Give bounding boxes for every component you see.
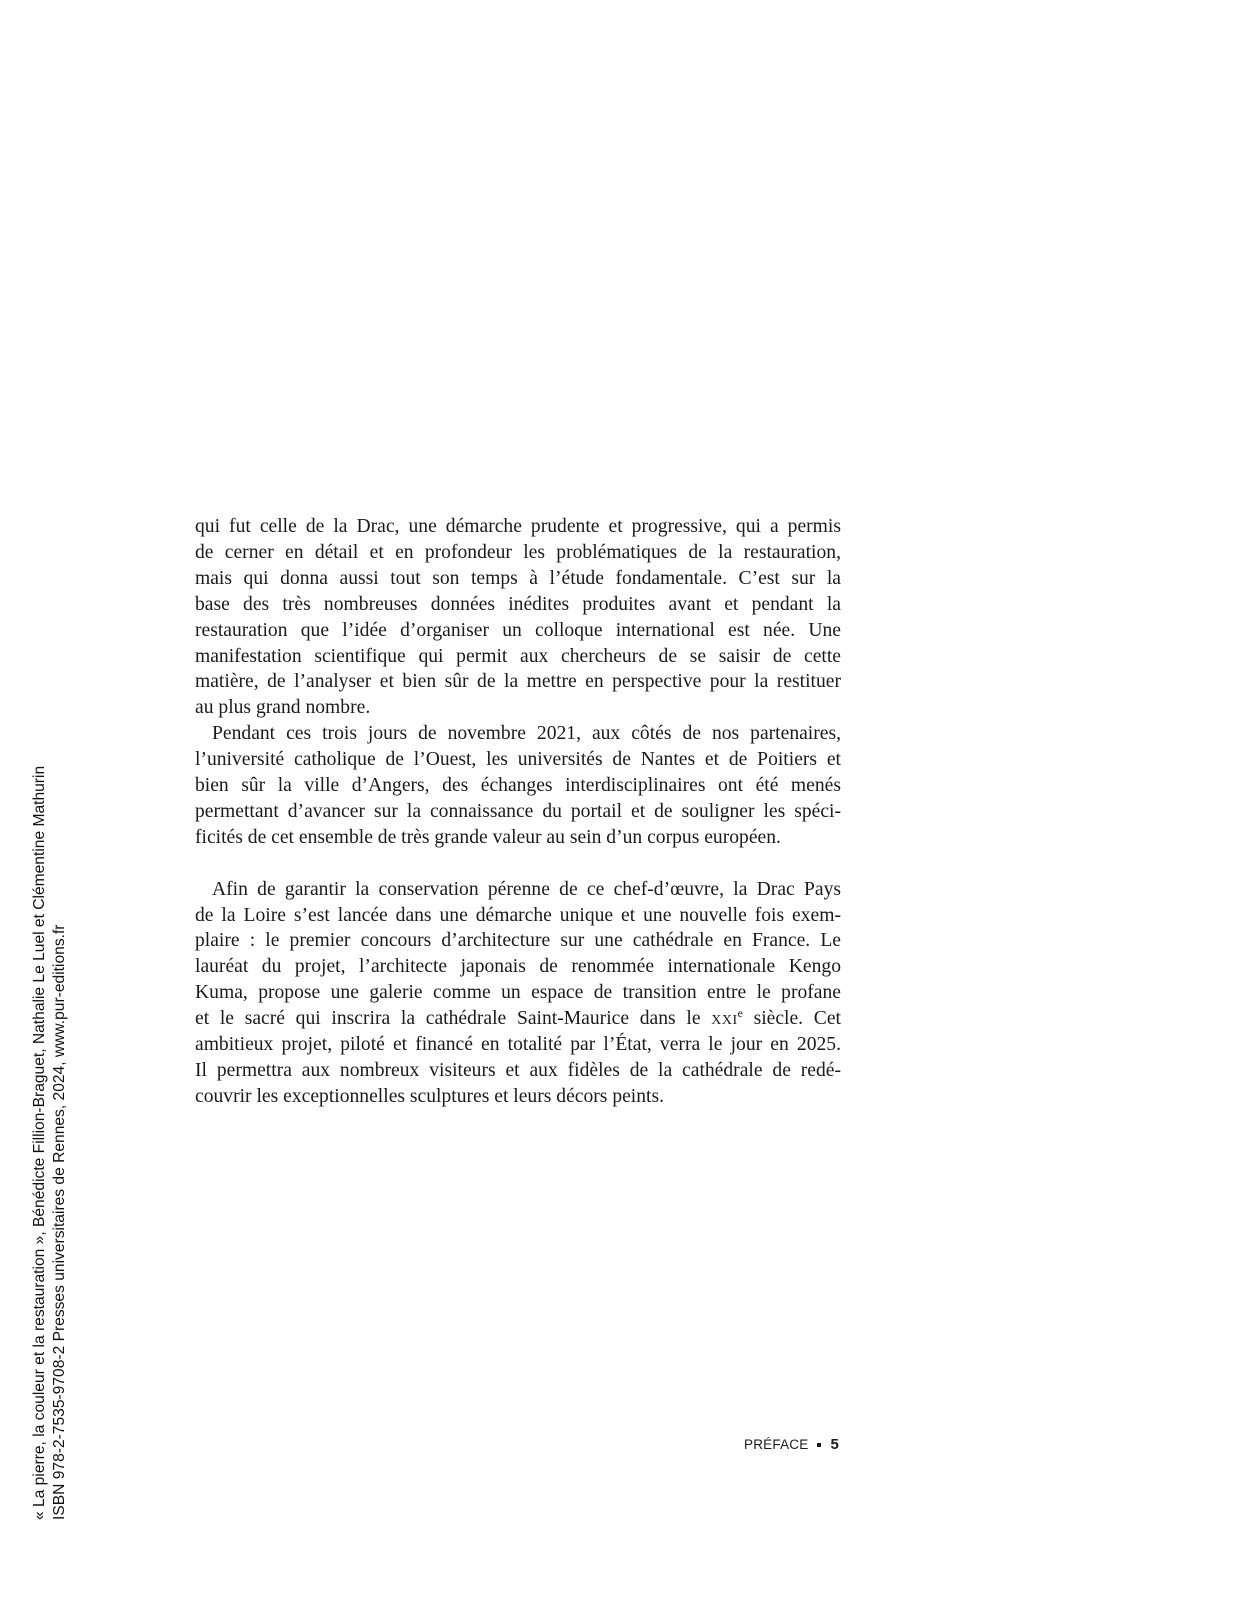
copyright-side-note: [30, 720, 69, 1520]
text-line: Il permettra aux nombreux visiteurs et aux fidèles de la cathédrale de redé-: [195, 1060, 841, 1082]
text-line: Kuma, propose une galerie comme un espace de transition entre le profane: [195, 982, 841, 1004]
side-note-line-2: ISBN 978-2-7535-9708-2 Presses universitaires de Rennes, 2024, www.pur-editions.fr: [50, 924, 68, 1520]
text-line: ficités de cet ensemble de très grande valeur au sein d’un corpus européen.: [195, 826, 781, 848]
text-line: [195, 1006, 841, 1032]
text-line: Pendant ces trois jours de novembre 2021, aux côtés de nos partenaires,: [212, 723, 841, 745]
text-fragment: et le sacré qui inscrira la cathédrale Saint-Maurice dans le: [195, 1008, 712, 1030]
text-line: qui fut celle de la Drac, une démarche prudente et progressive, qui a permis: [195, 516, 841, 537]
text-line: plaire : le premier concours d’architecture sur une cathédrale en France. Le: [195, 930, 841, 952]
text-line: manifestation scientifique qui permit aux chercheurs de se saisir de cette: [195, 645, 841, 667]
superscript: e: [737, 1007, 743, 1021]
text-line: de cerner en détail et en profondeur les problématiques de la restauration,: [195, 541, 841, 563]
text-line: restauration que l’idée d’organiser un colloque international est née. Une: [195, 619, 841, 641]
text-line: base des très nombreuses données inédites produites avant et pendant la: [195, 593, 841, 615]
text-line: lauréat du projet, l’architecte japonais de renommée internationale Kengo: [195, 956, 841, 978]
paragraph-1: [195, 514, 841, 721]
text-line: matière, de l’analyser et bien sûr de la mettre en perspective pour la restituer: [195, 671, 841, 693]
body-text: [195, 514, 841, 1110]
text-fragment: siècle. Cet: [742, 1008, 841, 1030]
separator-square-icon: [817, 1443, 821, 1447]
page-footer: [744, 1436, 839, 1453]
text-line: au plus grand nombre.: [195, 697, 371, 719]
page-number: 5: [830, 1436, 839, 1453]
text-line: ambitieux projet, piloté et financé en totalité par l’État, verra le jour en 2025.: [195, 1034, 841, 1056]
text-line: couvrir les exceptionnelles sculptures et leurs décors peints.: [195, 1085, 665, 1107]
text-line: l’université catholique de l’Ouest, les universités de Nantes et de Poitiers et: [195, 749, 841, 771]
text-line: de la Loire s’est lancée dans une démarche unique et une nouvelle fois exem-: [195, 904, 841, 926]
side-note-line-1: « La pierre, la couleur et la restauration », Bénédicte Fillion-Braguet, Nathalie Le Luel et Clémentine Mathurin: [31, 765, 48, 1520]
text-line: Afin de garantir la conservation pérenne de ce chef-d’œuvre, la Drac Pays: [212, 878, 841, 900]
paragraph-2: [195, 721, 841, 851]
text-line: permettant d’avancer sur la connaissance du portail et de souligner les spéci-: [195, 800, 841, 822]
section-label: PRÉFACE: [744, 1437, 809, 1452]
century-numeral: xxi: [711, 1008, 738, 1030]
text-line: bien sûr la ville d’Angers, des échanges interdisciplinaires ont été menés: [195, 775, 841, 797]
text-line: mais qui donna aussi tout son temps à l’étude fondamentale. C’est sur la: [195, 567, 841, 589]
paragraph-3: [195, 877, 841, 1110]
